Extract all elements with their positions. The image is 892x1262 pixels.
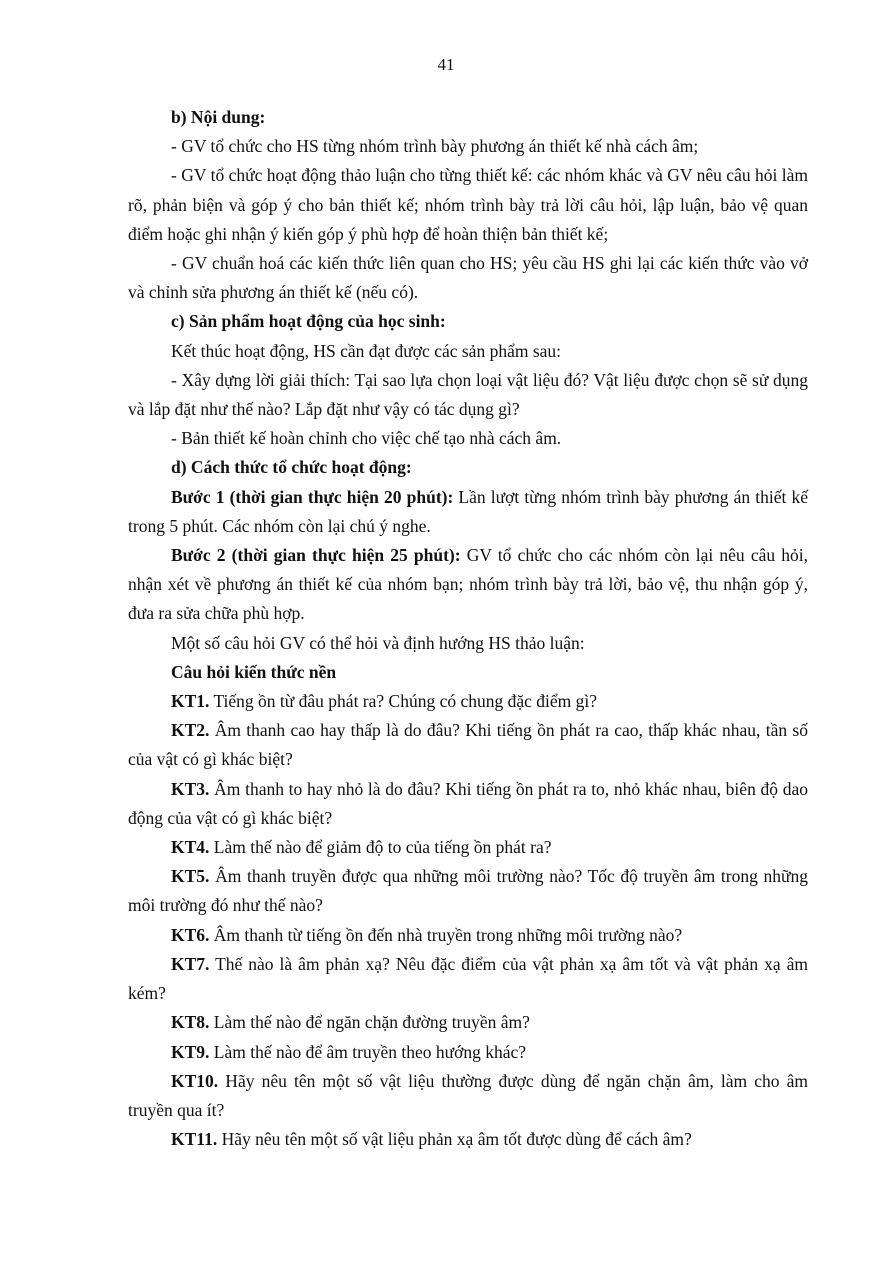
question-label: KT10.	[171, 1070, 219, 1091]
question-label: KT8.	[171, 1012, 210, 1033]
section-c-heading: c) Sản phẩm hoạt động của học sinh:	[171, 311, 446, 332]
question-label: KT1.	[171, 691, 210, 712]
section-b-item: - GV tổ chức hoạt động thảo luận cho từng thiết kế: các nhóm khác và GV nêu câu hỏi làm rõ, phản biện và góp ý cho bản thiết kế; nhóm trình bày trả lời câu hỏi, lập luận, bảo vệ quan điểm hoặc ghi nhận ý kiến góp ý phù hợp để hoàn thiện bản thiết kế;	[128, 165, 808, 244]
question-label: KT2.	[171, 720, 210, 741]
section-c-item: - Bản thiết kế hoàn chỉnh cho việc chế tạo nhà cách âm.	[171, 428, 562, 449]
question-label: KT4.	[171, 837, 210, 858]
question-item	[128, 862, 808, 920]
page-number: 41	[437, 55, 455, 74]
question-label: KT7.	[171, 953, 210, 974]
section-c-item: - Xây dựng lời giải thích: Tại sao lựa chọn loại vật liệu đó? Vật liệu được chọn sẽ sử dụng và lắp đặt như thế nào? Lắp đặt như vậy có tác dụng gì?	[128, 369, 808, 420]
step-label: Bước 1 (thời gian thực hiện 20 phút):	[171, 486, 454, 507]
question-item	[128, 775, 808, 833]
question-label: KT9.	[171, 1041, 210, 1062]
questions-heading: Câu hỏi kiến thức nền	[171, 661, 337, 682]
question-text: Âm thanh truyền được qua những môi trường nào? Tốc độ truyền âm trong những môi trường đó như thế nào?	[128, 866, 808, 916]
question-text: Âm thanh to hay nhỏ là do đâu? Khi tiếng ồn phát ra to, nhỏ khác nhau, biên độ dao động của vật có gì khác biệt?	[128, 778, 808, 828]
section-b-heading: b) Nội dung:	[171, 107, 266, 127]
question-text: Tiếng ồn từ đâu phát ra? Chúng có chung đặc điểm gì?	[209, 691, 598, 712]
question-item	[128, 1125, 808, 1154]
question-item	[128, 687, 808, 716]
question-item	[128, 1067, 808, 1125]
question-text: Làm thế nào để ngăn chặn đường truyền âm?	[209, 1012, 530, 1033]
questions-intro: Một số câu hỏi GV có thể hỏi và định hướng HS thảo luận:	[171, 632, 585, 653]
question-item	[128, 1038, 808, 1067]
question-label: KT5.	[171, 866, 210, 887]
question-text: Làm thế nào để âm truyền theo hướng khác?	[209, 1041, 527, 1062]
page-content	[128, 103, 808, 1154]
question-item	[128, 921, 808, 950]
question-text: Hãy nêu tên một số vật liệu thường được dùng để ngăn chặn âm, làm cho âm truyền qua ít?	[128, 1070, 808, 1120]
question-label: KT3.	[171, 778, 210, 799]
step-text: Lần lượt từng nhóm trình bày phương án thiết kế trong 5 phút. Các nhóm còn lại chú ý nghe.	[128, 486, 809, 536]
step-text: GV tổ chức cho các nhóm còn lại nêu câu hỏi, nhận xét về phương án thiết kế của nhóm bạn; nhóm trình bày trả lời, bảo vệ, thu nhận góp ý, đưa ra sửa chữa phù hợp.	[128, 545, 808, 624]
step-paragraph	[128, 541, 808, 629]
section-b-item: - GV tổ chức cho HS từng nhóm trình bày phương án thiết kế nhà cách âm;	[171, 136, 699, 157]
section-d-heading: d) Cách thức tổ chức hoạt động:	[171, 457, 412, 478]
question-text: Hãy nêu tên một số vật liệu phản xạ âm tốt được dùng để cách âm?	[217, 1129, 692, 1150]
question-item	[128, 950, 808, 1008]
section-c-intro: Kết thúc hoạt động, HS cần đạt được các sản phẩm sau:	[171, 340, 562, 361]
question-item	[128, 833, 808, 862]
question-text: Làm thế nào để giảm độ to của tiếng ồn phát ra?	[209, 837, 552, 858]
question-item	[128, 1008, 808, 1037]
question-text: Âm thanh từ tiếng ồn đến nhà truyền trong những môi trường nào?	[209, 924, 683, 945]
section-b-item: - GV chuẩn hoá các kiến thức liên quan cho HS; yêu cầu HS ghi lại các kiến thức vào vở và chỉnh sửa phương án thiết kế (nếu có).	[128, 253, 808, 303]
question-text: Âm thanh cao hay thấp là do đâu? Khi tiếng ồn phát ra cao, thấp khác nhau, tần số của vật có gì khác biệt?	[128, 720, 808, 770]
question-text: Thế nào là âm phản xạ? Nêu đặc điểm của vật phản xạ âm tốt và vật phản xạ âm kém?	[128, 953, 808, 1004]
step-label: Bước 2 (thời gian thực hiện 25 phút):	[171, 545, 461, 566]
question-label: KT6.	[171, 924, 210, 945]
question-item	[128, 716, 808, 774]
step-paragraph	[128, 483, 808, 541]
question-label: KT11.	[171, 1129, 218, 1150]
